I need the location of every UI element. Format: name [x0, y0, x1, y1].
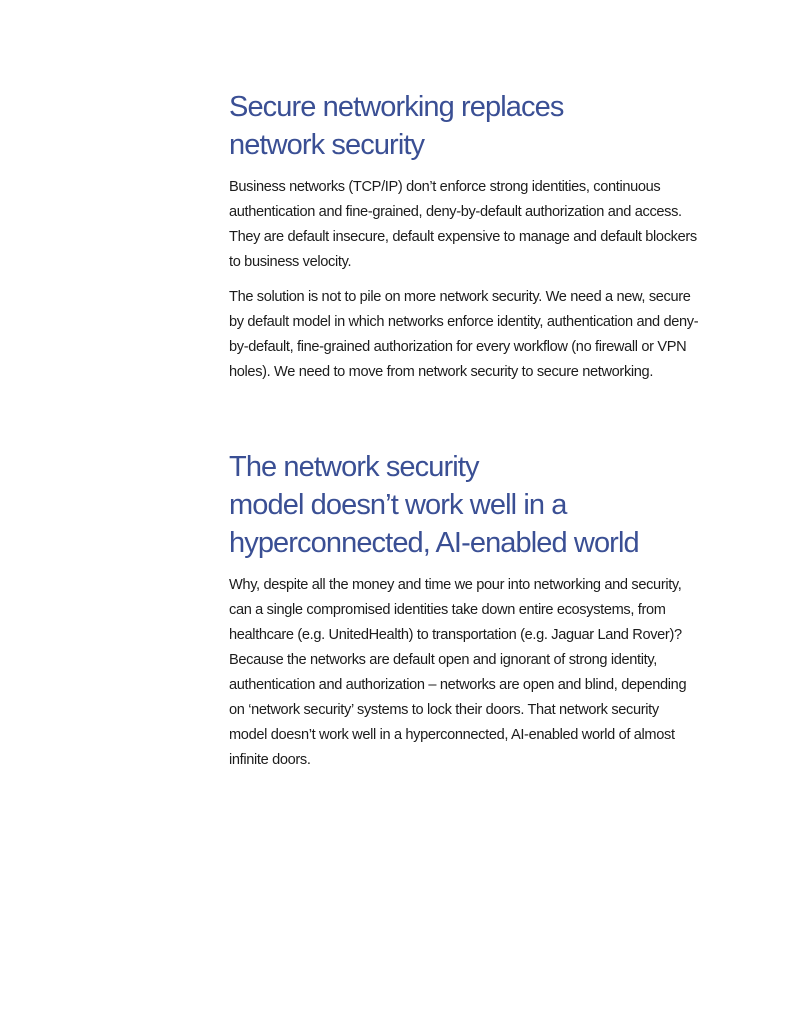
text-line: authentication and authorization – networks are open and blind, depending: [229, 677, 687, 693]
text-line: to business velocity.: [229, 254, 352, 270]
text-line: healthcare (e.g. UnitedHealth) to transportation (e.g. Jaguar Land Rover)?: [229, 627, 682, 643]
heading-line: hyperconnected, AI-enabled world: [229, 527, 639, 559]
text-line: Business networks (TCP/IP) don’t enforce strong identities, continuous: [229, 179, 661, 195]
text-line: The solution is not to pile on more network security. We need a new, secure: [229, 289, 691, 305]
text-line: model doesn’t work well in a hyperconnected, AI-enabled world of almost: [229, 727, 675, 743]
text-line: by-default, fine-grained authorization for every workflow (no firewall or VPN: [229, 339, 687, 355]
heading-line: network security: [229, 129, 425, 161]
text-line: Because the networks are default open and ignorant of strong identity,: [229, 652, 657, 668]
text-line: on ‘network security’ systems to lock their doors. That network security: [229, 702, 659, 718]
body-paragraph: [229, 285, 739, 385]
body-paragraph: [229, 573, 739, 773]
section-secure-networking: [229, 88, 739, 385]
text-line: by default model in which networks enforce identity, authentication and deny-: [229, 314, 699, 330]
section-heading: [229, 88, 739, 164]
text-line: They are default insecure, default expensive to manage and default blockers: [229, 229, 697, 245]
heading-line: model doesn’t work well in a: [229, 489, 567, 521]
heading-line: The network security: [229, 451, 479, 483]
text-line: Why, despite all the money and time we pour into networking and security,: [229, 577, 682, 593]
heading-line: Secure networking replaces: [229, 91, 564, 123]
text-line: authentication and fine-grained, deny-by-default authorization and access.: [229, 204, 682, 220]
section-network-security-model: [229, 448, 739, 773]
section-heading: [229, 448, 739, 562]
body-paragraph: [229, 175, 739, 275]
text-line: can a single compromised identities take down entire ecosystems, from: [229, 602, 666, 618]
text-line: infinite doors.: [229, 752, 311, 768]
text-line: holes). We need to move from network security to secure networking.: [229, 364, 654, 380]
